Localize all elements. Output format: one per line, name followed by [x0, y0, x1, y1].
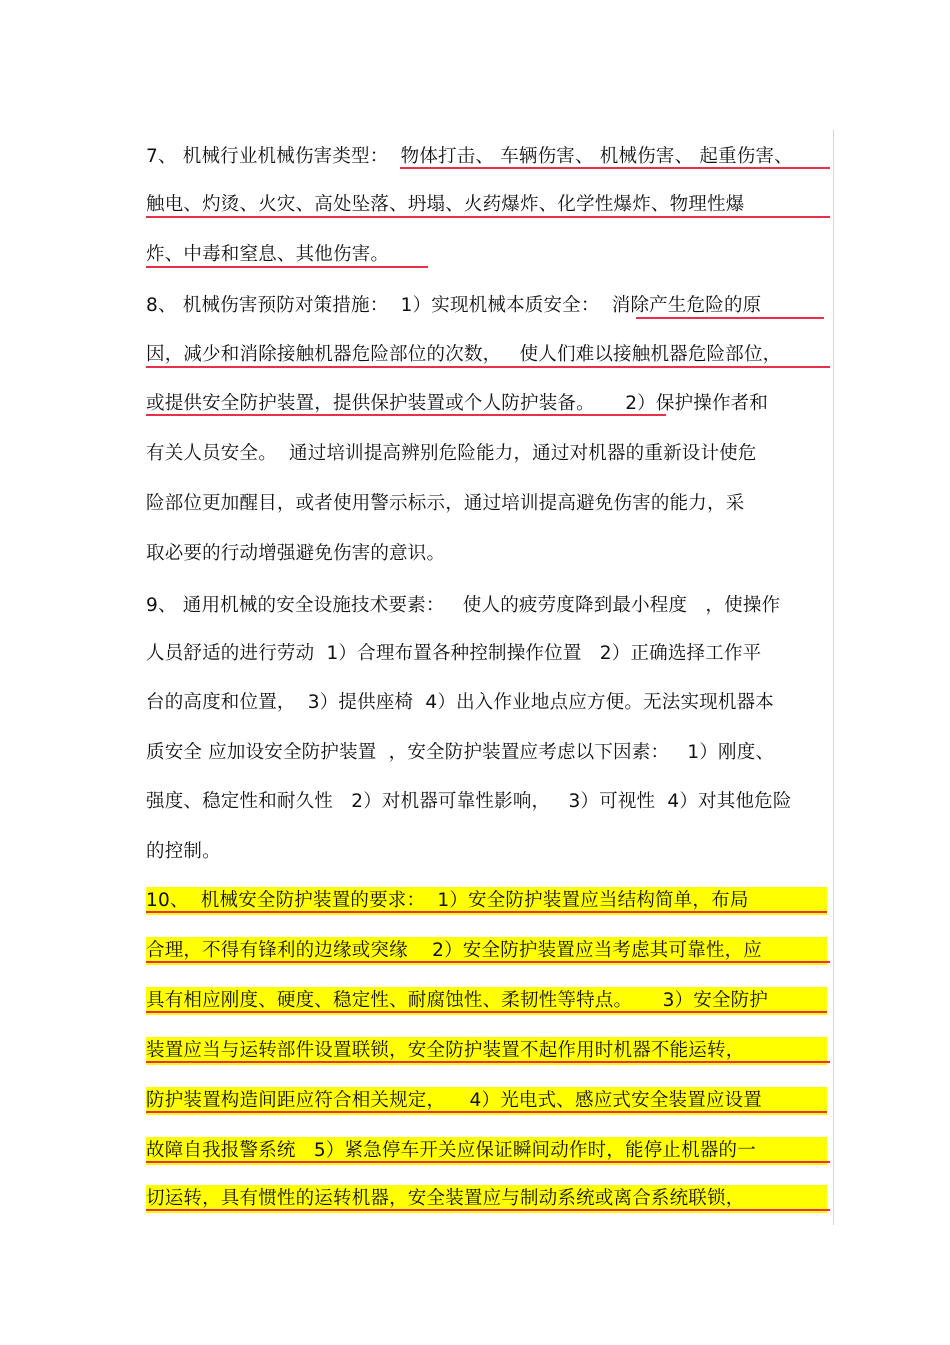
paragraph-10-line-7: 切运转，具有惯性的运转机器，安全装置应与制动系统或离合系统联锁， — [146, 1188, 745, 1209]
paragraph-10-line-3: 具有相应刚度、硬度、稳定性、耐腐蚀性、柔韧性等特点。 3）安全防护 — [146, 990, 769, 1011]
page-right-border — [833, 130, 834, 1225]
paragraph-10-line-5: 防护装置构造间距应符合相关规定， 4）光电式、感应式安全装置应设置 — [146, 1090, 762, 1111]
paragraph-9-line-5: 强度、稳定性和耐久性 2）对机器可靠性影响， 3）可视性 4）对其他危险 — [146, 791, 792, 812]
paragraph-8-line-5: 险部位更加醒目，或者使用警示标示，通过培训提高避免伤害的能力，采 — [146, 493, 745, 514]
paragraph-8-line-4: 有关人员安全。 通过培训提高辨别危险能力，通过对机器的重新设计使危 — [146, 443, 757, 464]
paragraph-7-line-1: 7、 机械行业机械伤害类型： 物体打击、 车辆伤害、 机械伤害、 起重伤害、 — [146, 146, 793, 167]
paragraph-9-line-3: 台的高度和位置， 3）提供座椅 4）出入作业地点应方便。无法实现机器本 — [146, 692, 774, 713]
paragraph-9-line-1: 9、 通用机械的安全设施技术要素： 使人的疲劳度降到最小程度 ，使操作 — [146, 595, 781, 616]
paragraph-10-line-4: 装置应当与运转部件设置联锁，安全防护装置不起作用时机器不能运转， — [146, 1040, 745, 1061]
paragraph-9-line-4: 质安全 应加设安全防护装置 ，安全防护装置应考虑以下因素： 1）刚度、 — [146, 742, 775, 763]
paragraph-10-line-6: 故障自我报警系统 5）紧急停车开关应保证瞬间动作时，能停止机器的一 — [146, 1140, 756, 1161]
paragraph-10-line-2: 合理，不得有锋利的边缘或突缘 2）安全防护装置应当考虑其可靠性，应 — [146, 940, 762, 961]
paragraph-8-line-1: 8、 机械伤害预防对策措施： 1）实现机械本质安全： 消除产生危险的原 — [146, 295, 762, 316]
paragraph-10-line-1: 10、 机械安全防护装置的要求： 1）安全防护装置应当结构简单，布局 — [146, 890, 749, 911]
paragraph-9-line-6: 的控制。 — [146, 841, 221, 862]
paragraph-8-line-2: 因，减少和消除接触机器危险部位的次数， 使人们难以接触机器危险部位， — [146, 344, 782, 365]
paragraph-9-line-2: 人员舒适的进行劳动 1）合理布置各种控制操作位置 2）正确选择工作平 — [146, 643, 762, 664]
paragraph-8-line-6: 取必要的行动增强避免伤害的意识。 — [146, 543, 446, 564]
paragraph-8-line-3: 或提供安全防护装置，提供保护装置或个人防护装备。 2）保护操作者和 — [146, 393, 769, 414]
paragraph-7-line-2: 触电、灼烫、火灾、高处坠落、坍塌、火药爆炸、化学性爆炸、物理性爆 — [146, 194, 745, 215]
paragraph-7-line-3: 炸、中毒和窒息、其他伤害。 — [146, 244, 390, 265]
